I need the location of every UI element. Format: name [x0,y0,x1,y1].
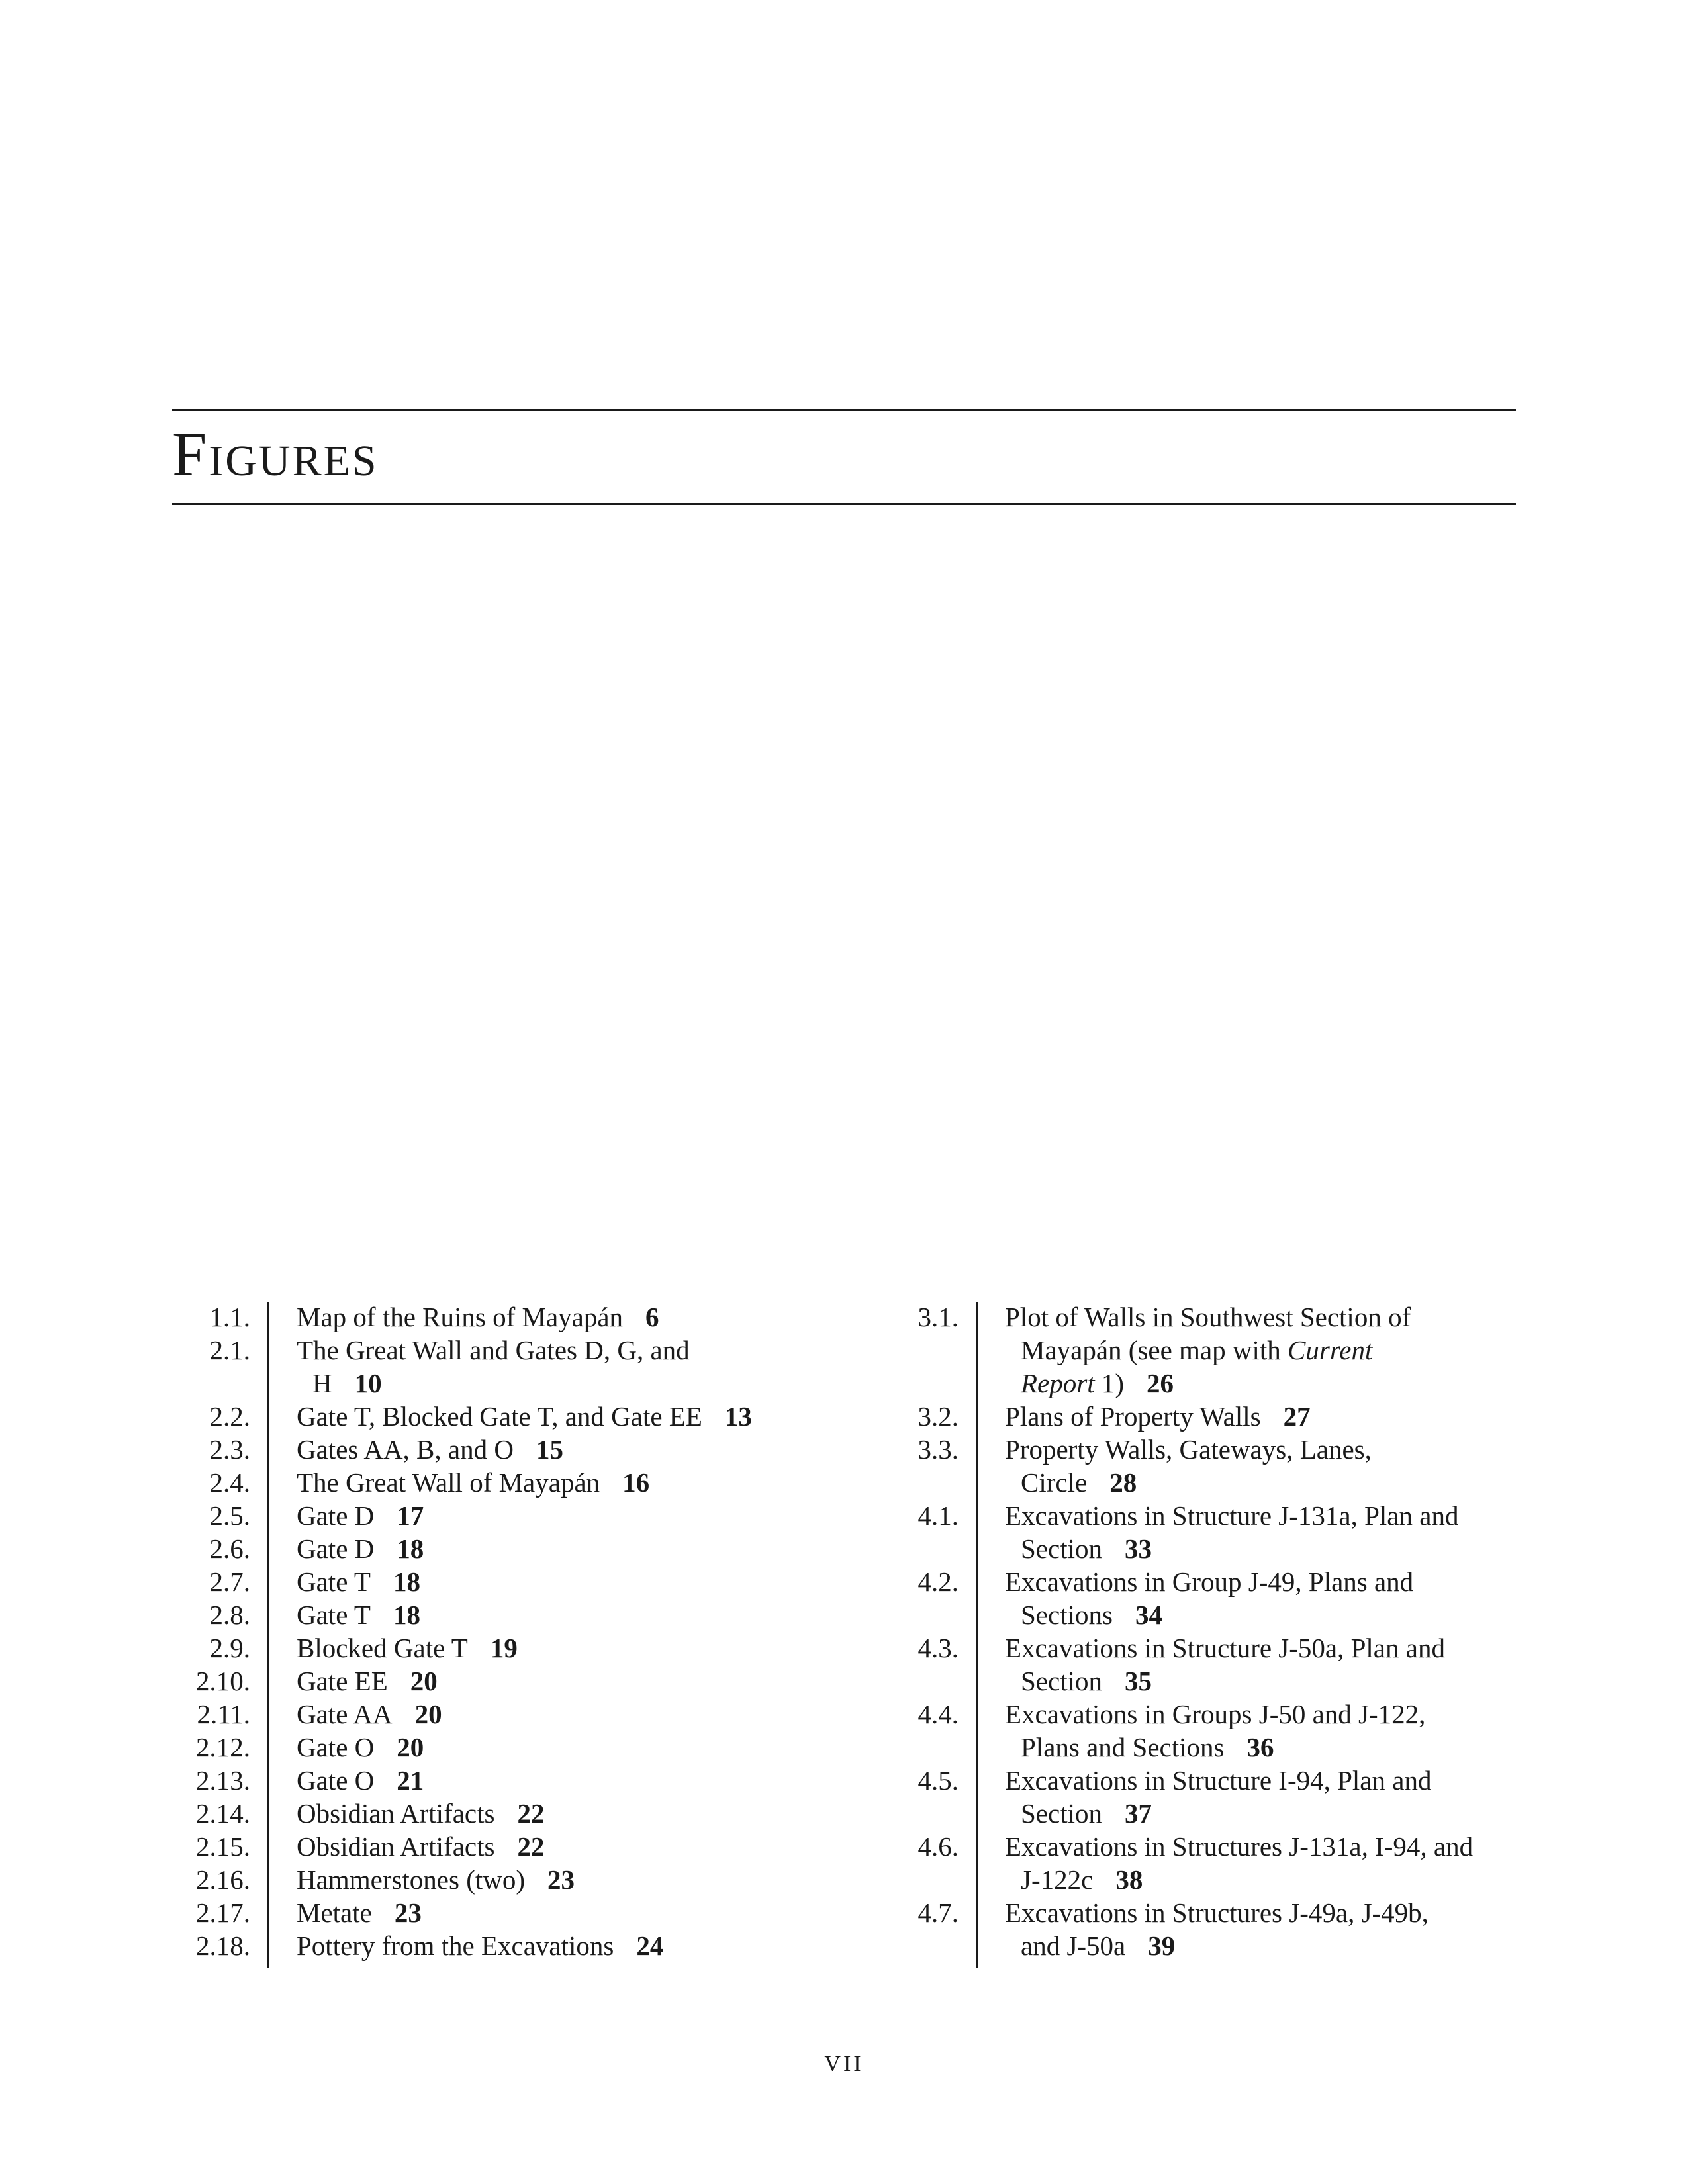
caption-text: Property Walls, Gateways, Lanes, [1005,1434,1372,1465]
page-number: 18 [393,1567,420,1597]
figure-caption [1005,1698,1508,1764]
title-initial: F [172,420,209,489]
caption-text: Map of the Ruins of Mayapán [297,1302,624,1332]
figure-number: 4.4. [917,1699,959,1729]
caption-text: Obsidian Artifacts [297,1831,495,1862]
figure-caption [297,1896,826,1929]
figure-entry [172,1565,847,1598]
caption-line [297,1698,826,1731]
figure-caption [1005,1433,1508,1499]
page-folio: VII [824,2052,864,2076]
figure-caption [1005,1565,1508,1631]
caption-text: Mayapán (see map with [1021,1335,1288,1365]
figure-number: 4.6. [917,1831,959,1862]
figure-entry [172,1631,847,1664]
page-number: 17 [397,1500,424,1531]
caption-text: Metate [297,1897,372,1928]
caption-text: Plans and Sections [1021,1732,1225,1762]
page-number: 6 [645,1302,659,1332]
caption-line [1005,1896,1508,1929]
caption-text: Excavations in Structures J-49a, J-49b, [1005,1897,1429,1928]
figure-caption [297,1863,826,1896]
figure-caption [297,1300,826,1334]
header-rule-bottom [172,503,1516,505]
caption-line [297,1466,826,1499]
figure-number: 2.2. [209,1401,250,1432]
figure-caption [297,1664,826,1698]
figure-number: 2.9. [209,1633,250,1663]
caption-line [1005,1367,1508,1400]
figure-number: 3.1. [917,1302,959,1332]
caption-line [297,1598,826,1631]
page-number: 36 [1246,1732,1274,1762]
figure-list-right [880,1300,1523,1962]
figure-number: 2.15. [196,1831,250,1862]
page-number: 23 [394,1897,422,1928]
caption-text: Excavations in Structure J-131a, Plan and [1005,1500,1459,1531]
figure-number: 2.10. [196,1666,250,1696]
caption-line [297,1863,826,1896]
caption-text: Sections [1021,1600,1113,1630]
figure-caption [297,1830,826,1863]
page-number: 39 [1148,1931,1176,1961]
caption-line [297,1400,826,1433]
caption-text: Gate T [297,1600,371,1630]
caption-text: Section [1021,1666,1102,1696]
caption-text: Hammerstones (two) [297,1864,525,1895]
caption-text: Gate O [297,1732,375,1762]
caption-line [1005,1797,1508,1830]
figure-entry [172,1664,847,1698]
figure-number: 4.2. [917,1567,959,1597]
caption-line [1005,1400,1508,1433]
page-title [172,420,379,489]
figure-caption [1005,1400,1508,1433]
page-number: 22 [517,1831,545,1862]
caption-text: J-122c [1021,1864,1094,1895]
figure-entry [172,1863,847,1896]
figure-caption [297,1565,826,1598]
caption-text: Section [1021,1798,1102,1829]
figure-caption [1005,1631,1508,1698]
page-number: 27 [1283,1401,1311,1432]
figure-number: 4.7. [917,1897,959,1928]
figure-number: 2.4. [209,1467,250,1498]
caption-text: Section [1021,1533,1102,1564]
caption-line [1005,1863,1508,1896]
figure-caption [297,1698,826,1731]
header-rule-top [172,409,1516,411]
page-number: 15 [536,1434,563,1465]
caption-line [297,1929,826,1962]
figure-number: 1.1. [209,1302,250,1332]
figure-number: 3.3. [917,1434,959,1465]
figure-number: 2.8. [209,1600,250,1630]
figure-caption [297,1400,826,1433]
figure-caption [1005,1300,1508,1400]
figure-number: 2.14. [196,1798,250,1829]
figure-entry [172,1532,847,1565]
figure-caption [297,1764,826,1797]
caption-line [297,1532,826,1565]
caption-text: Plans of Property Walls [1005,1401,1261,1432]
figure-entry [172,1764,847,1797]
caption-line [1005,1731,1508,1764]
column-divider-right [976,1302,978,1968]
caption-line [297,1896,826,1929]
page-number: 10 [354,1368,382,1398]
page-number: 33 [1124,1533,1152,1564]
caption-text: 1) [1094,1368,1124,1398]
caption-line [1005,1830,1508,1863]
figure-number: 4.5. [917,1765,959,1796]
figure-number: 4.1. [917,1500,959,1531]
caption-text: Gates AA, B, and O [297,1434,514,1465]
caption-text: Gate D [297,1533,375,1564]
figure-entry [172,1499,847,1532]
figure-entry [172,1929,847,1962]
figure-caption [297,1334,826,1400]
caption-line [297,1334,826,1367]
caption-text: H [312,1368,332,1398]
caption-line [297,1797,826,1830]
caption-text: Excavations in Structures J-131a, I-94, and [1005,1831,1474,1862]
caption-line [1005,1598,1508,1631]
figure-number: 2.6. [209,1533,250,1564]
caption-line [297,1433,826,1466]
figure-number: 2.16. [196,1864,250,1895]
caption-line [297,1764,826,1797]
caption-line [297,1731,826,1764]
figure-number: 2.18. [196,1931,250,1961]
figure-caption [297,1797,826,1830]
figure-caption [297,1532,826,1565]
figure-number: 4.3. [917,1633,959,1663]
figure-caption [297,1499,826,1532]
page-number: 34 [1135,1600,1162,1630]
caption-italic: Report [1021,1368,1095,1398]
figure-list-left [172,1300,847,1962]
figure-entry [172,1698,847,1731]
figure-entry [172,1830,847,1863]
figure-number: 2.7. [209,1567,250,1597]
figure-caption [1005,1764,1508,1830]
figure-entry [172,1797,847,1830]
figure-caption [1005,1499,1508,1565]
caption-text: Gate AA [297,1699,393,1729]
figure-entry [172,1466,847,1499]
caption-text: Excavations in Groups J-50 and J-122, [1005,1699,1426,1729]
caption-line [1005,1334,1508,1367]
figure-number: 2.13. [196,1765,250,1796]
page-number: 21 [397,1765,424,1796]
caption-text: The Great Wall of Mayapán [297,1467,600,1498]
caption-line [1005,1764,1508,1797]
caption-line [1005,1499,1508,1532]
figure-caption [1005,1830,1508,1896]
caption-line [1005,1565,1508,1598]
caption-text: Excavations in Structure J-50a, Plan and [1005,1633,1445,1663]
figure-entry [172,1433,847,1466]
figure-caption [297,1731,826,1764]
figure-caption [1005,1896,1508,1962]
figure-caption [297,1433,826,1466]
figure-entry [172,1731,847,1764]
title-rest: IGURES [209,437,379,485]
caption-line: Plot of Walls in Southwest Section of [1005,1302,1411,1332]
figure-number: 2.3. [209,1434,250,1465]
page-number: 16 [622,1467,650,1498]
caption-text: The Great Wall and Gates D, G, and [297,1335,690,1365]
page-number: 20 [397,1732,424,1762]
caption-line [297,1499,826,1532]
figure-entry [172,1300,847,1334]
page-number: 37 [1124,1798,1152,1829]
caption-line [1005,1698,1508,1731]
page-number: 26 [1147,1368,1174,1398]
caption-text: Gate O [297,1765,375,1796]
caption-line [1005,1631,1508,1664]
caption-line [297,1664,826,1698]
caption-text: Blocked Gate T [297,1633,468,1663]
caption-line [297,1830,826,1863]
page-number: 22 [517,1798,545,1829]
page-number: 18 [397,1533,424,1564]
figure-number: 3.2. [917,1401,959,1432]
page-number: 35 [1124,1666,1152,1696]
caption-text: Gate D [297,1500,375,1531]
page-number: 19 [490,1633,518,1663]
caption-text: Gate T, Blocked Gate T, and Gate EE [297,1401,702,1432]
caption-text: Circle [1021,1467,1088,1498]
caption-text: Gate T [297,1567,371,1597]
caption-line [1005,1929,1508,1962]
caption-italic: Current [1288,1335,1373,1365]
caption-line [297,1631,826,1664]
caption-line [297,1300,826,1334]
caption-line [1005,1433,1508,1466]
page-number: 28 [1109,1467,1137,1498]
figure-entry [172,1598,847,1631]
caption-text: Excavations in Structure I-94, Plan and [1005,1765,1432,1796]
page-number: 38 [1115,1864,1143,1895]
page-number: 18 [393,1600,420,1630]
page-number: 24 [636,1931,664,1961]
caption-line [297,1367,826,1400]
caption-text: and J-50a [1021,1931,1126,1961]
figure-caption [297,1631,826,1664]
caption-line [1005,1664,1508,1698]
figure-entry [172,1400,847,1433]
page-number: 20 [410,1666,438,1696]
figure-caption [297,1466,826,1499]
caption-text: Gate EE [297,1666,388,1696]
page-number: 13 [724,1401,752,1432]
figure-number: 2.5. [209,1500,250,1531]
page-number: 20 [414,1699,442,1729]
figure-number: 2.12. [196,1732,250,1762]
page-number: 23 [547,1864,575,1895]
figure-number: 2.17. [196,1897,250,1928]
caption-text: Pottery from the Excavations [297,1931,614,1961]
figure-number: 2.1. [209,1335,250,1365]
figure-entry [172,1334,847,1400]
caption-line [1005,1532,1508,1565]
caption-text: Excavations in Group J-49, Plans and [1005,1567,1414,1597]
figure-caption [297,1929,826,1962]
figure-number: 2.11. [197,1699,250,1729]
caption-text: Obsidian Artifacts [297,1798,495,1829]
figure-entry [172,1896,847,1929]
column-divider-left [267,1302,269,1968]
figure-caption [297,1598,826,1631]
caption-line [1005,1466,1508,1499]
caption-line [297,1565,826,1598]
